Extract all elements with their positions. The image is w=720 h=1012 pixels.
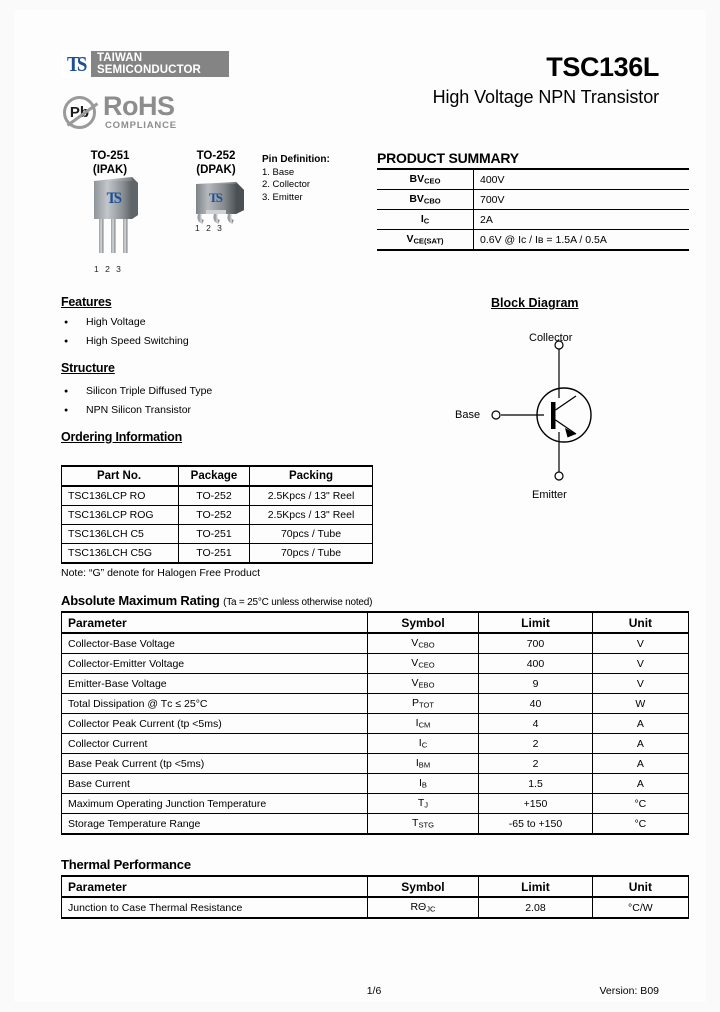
table-row xyxy=(62,506,373,525)
table-row xyxy=(62,654,689,674)
column-header-symbol: Symbol xyxy=(367,876,478,897)
cell-parameter: Junction to Case Thermal Resistance xyxy=(62,897,368,918)
column-header-limit: Limit xyxy=(479,876,593,897)
cell-unit: A xyxy=(592,754,688,774)
cell-limit: 1.5 xyxy=(479,774,593,794)
page-title: TSC136L xyxy=(546,52,659,82)
cell-package: TO-251 xyxy=(179,525,250,544)
ordering-information-heading: Ordering Information xyxy=(61,430,183,444)
cell-symbol: $I_{CM}$ xyxy=(367,714,478,734)
to-251-package-image xyxy=(86,175,156,265)
table-row xyxy=(62,794,689,814)
cell-unit: A xyxy=(592,714,688,734)
pin-definition-item-1: 1. Base xyxy=(262,166,295,178)
cell-unit: °C xyxy=(592,814,688,835)
cell-symbol: $V_{EBO}$ xyxy=(367,674,478,694)
cell-symbol: $I_{BM}$ xyxy=(367,754,478,774)
table-row xyxy=(62,674,689,694)
list-item: ● NPN Silicon Transistor xyxy=(61,401,212,420)
cell-package: TO-252 xyxy=(179,506,250,525)
absolute-max-title: Absolute Maximum Rating xyxy=(61,593,220,608)
cell-symbol: $R\Theta_{JC}$ xyxy=(367,897,478,918)
cell-limit: -65 to +150 xyxy=(479,814,593,835)
cell-limit: 40 xyxy=(479,694,593,714)
pb-label: Pb xyxy=(69,104,90,121)
features-heading: Features xyxy=(61,295,112,309)
thermal-performance-title: Thermal Performance xyxy=(61,857,191,872)
list-item: ● High Speed Switching xyxy=(61,332,189,351)
cell-packing: 70pcs / Tube xyxy=(250,525,373,544)
cell-part-no: TSC136LCH C5 xyxy=(62,525,179,544)
block-diagram-emitter-label: Emitter xyxy=(532,489,567,501)
absolute-max-heading xyxy=(61,593,372,608)
cell-unit: °C/W xyxy=(592,897,688,918)
column-header-parameter: Parameter xyxy=(62,612,368,633)
column-header-unit: Unit xyxy=(592,612,688,633)
page-number: 1/6 xyxy=(366,985,382,997)
product-summary-title: PRODUCT SUMMARY xyxy=(377,150,519,166)
cell-symbol: $T_{STG}$ xyxy=(367,814,478,835)
thermal-performance-heading xyxy=(61,857,191,872)
cell-parameter: Collector-Base Voltage xyxy=(62,633,368,654)
cell-parameter: Total Dissipation @ Tᴄ ≤ 25°C xyxy=(62,694,368,714)
list-item: ● Silicon Triple Diffused Type xyxy=(61,382,212,401)
document-version: Version: B09 xyxy=(599,985,659,997)
package-b-type: TO-252 xyxy=(196,150,236,162)
product-summary-value: 0.6V @ Iᴄ / Iʙ = 1.5A / 0.5A xyxy=(474,230,690,251)
table-row xyxy=(377,230,689,251)
product-summary-symbol: $V_{CE(SAT)}$ xyxy=(377,230,474,251)
absolute-maximum-rating-table xyxy=(61,611,689,835)
cell-parameter: Maximum Operating Junction Temperature xyxy=(62,794,368,814)
no-lead-icon xyxy=(63,96,96,129)
to-251-pin-numbers: 1 2 3 xyxy=(94,264,123,274)
company-name-line1: TAIWAN xyxy=(97,52,143,64)
cell-limit: +150 xyxy=(479,794,593,814)
ts-monogram-icon xyxy=(61,51,91,77)
cell-parameter: Base Current xyxy=(62,774,368,794)
table-header-row xyxy=(62,876,689,897)
package-a-type: TO-251 xyxy=(90,150,130,162)
cell-package: TO-251 xyxy=(179,544,250,564)
package-a-label xyxy=(74,149,146,177)
block-diagram-heading: Block Diagram xyxy=(491,296,579,310)
table-row xyxy=(377,190,689,210)
column-header-packing: Packing xyxy=(250,466,373,486)
company-logo xyxy=(61,51,229,77)
cell-packing: 2.5Kpcs / 13" Reel xyxy=(250,486,373,506)
table-row xyxy=(62,544,373,564)
column-header-package: Package xyxy=(179,466,250,486)
list-item: ● High Voltage xyxy=(61,313,189,332)
product-summary-symbol: $BV_{CBO}$ xyxy=(377,190,474,210)
product-summary-value: 400V xyxy=(474,169,690,190)
ordering-note: Note: “G” denote for Halogen Free Product xyxy=(61,567,261,579)
svg-text:TS: TS xyxy=(106,189,120,208)
product-summary-value: 2A xyxy=(474,210,690,230)
table-row xyxy=(62,734,689,754)
cell-parameter: Collector Current xyxy=(62,734,368,754)
cell-packing: 70pcs / Tube xyxy=(250,544,373,564)
ordering-information-table xyxy=(61,465,373,564)
cell-unit: A xyxy=(592,774,688,794)
column-header-symbol: Symbol xyxy=(367,612,478,633)
table-row xyxy=(62,897,689,918)
cell-unit: A xyxy=(592,734,688,754)
cell-limit: 700 xyxy=(479,633,593,654)
cell-symbol: $V_{CEO}$ xyxy=(367,654,478,674)
cell-symbol: $V_{CBO}$ xyxy=(367,633,478,654)
pin-definition-heading: Pin Definition: xyxy=(262,154,330,165)
cell-parameter: Base Peak Current (tp <5ms) xyxy=(62,754,368,774)
table-row xyxy=(62,486,373,506)
cell-symbol: $P_{TOT}$ xyxy=(367,694,478,714)
column-header-part-no: Part No. xyxy=(62,466,179,486)
column-header-unit: Unit xyxy=(592,876,688,897)
page-sheet xyxy=(14,10,706,1002)
cell-unit: V xyxy=(592,674,688,694)
cell-limit: 2.08 xyxy=(479,897,593,918)
block-diagram-collector-label: Collector xyxy=(529,332,573,344)
column-header-limit: Limit xyxy=(479,612,593,633)
cell-part-no: TSC136LCP RO xyxy=(62,486,179,506)
features-list xyxy=(61,313,189,351)
structure-heading: Structure xyxy=(61,361,115,375)
product-summary-table xyxy=(377,168,689,251)
cell-part-no: TSC136LCP ROG xyxy=(62,506,179,525)
cell-unit: V xyxy=(592,633,688,654)
page-subtitle: High Voltage NPN Transistor xyxy=(432,87,659,107)
cell-limit: 4 xyxy=(479,714,593,734)
absolute-max-condition: (Ta = 25°C unless otherwise noted) xyxy=(223,597,373,608)
cell-limit: 9 xyxy=(479,674,593,694)
cell-symbol: $I_B$ xyxy=(367,774,478,794)
pin-definition-block xyxy=(262,154,330,204)
table-header-row xyxy=(62,612,689,633)
pin-definition-item-2: 2. Collector xyxy=(262,179,311,190)
cell-packing: 2.5Kpcs / 13" Reel xyxy=(250,506,373,525)
table-row xyxy=(62,694,689,714)
structure-list xyxy=(61,382,212,420)
cell-unit: W xyxy=(592,694,688,714)
table-header-row xyxy=(62,466,373,486)
table-row xyxy=(62,714,689,734)
company-name-line2: SEMICONDUCTOR xyxy=(97,64,201,76)
svg-text:TS: TS xyxy=(209,190,221,205)
cell-limit: 400 xyxy=(479,654,593,674)
cell-parameter: Collector-Emitter Voltage xyxy=(62,654,368,674)
cell-limit: 2 xyxy=(479,754,593,774)
block-diagram-base-label: Base xyxy=(455,409,481,421)
cell-part-no: TSC136LCH C5G xyxy=(62,544,179,564)
cell-parameter: Collector Peak Current (tp <5ms) xyxy=(62,714,368,734)
product-summary-symbol: $BV_{CEO}$ xyxy=(377,169,474,190)
cell-unit: V xyxy=(592,654,688,674)
table-row xyxy=(377,210,689,230)
cell-package: TO-252 xyxy=(179,486,250,506)
cell-symbol: $I_C$ xyxy=(367,734,478,754)
pin-definition-item-3: 3. Emitter xyxy=(262,191,303,203)
table-row xyxy=(62,754,689,774)
ts-monogram-text: TS xyxy=(67,51,85,76)
cell-limit: 2 xyxy=(479,734,593,754)
rohs-title: RoHS xyxy=(103,91,175,121)
cell-unit: °C xyxy=(592,794,688,814)
product-summary-symbol: $I_C$ xyxy=(377,210,474,230)
column-header-parameter: Parameter xyxy=(62,876,368,897)
product-summary-value: 700V xyxy=(474,190,690,210)
company-name xyxy=(91,51,229,77)
cell-symbol: $T_J$ xyxy=(367,794,478,814)
package-b-alias: (DPAK) xyxy=(196,164,236,176)
package-a-alias: (IPAK) xyxy=(92,164,128,176)
rohs-compliance-logo xyxy=(63,91,213,134)
table-row xyxy=(377,169,689,190)
thermal-performance-table xyxy=(61,875,689,919)
table-row xyxy=(62,633,689,654)
to-252-pin-numbers: 1 2 3 xyxy=(195,223,224,233)
package-b-label xyxy=(180,149,252,177)
rohs-subtitle: COMPLIANCE xyxy=(105,120,177,131)
cell-parameter: Emitter-Base Voltage xyxy=(62,674,368,694)
table-row xyxy=(62,525,373,544)
table-row xyxy=(62,774,689,794)
cell-parameter: Storage Temperature Range xyxy=(62,814,368,835)
table-row xyxy=(62,814,689,835)
